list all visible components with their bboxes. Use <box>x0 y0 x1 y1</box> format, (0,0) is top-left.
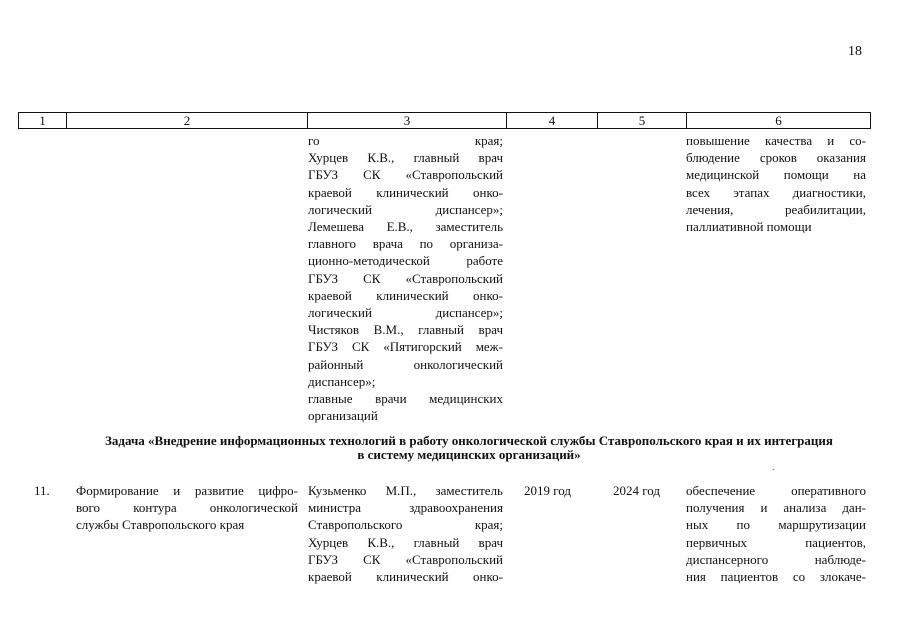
text-line: Формирование и развитие цифро- <box>76 483 298 498</box>
stray-mark: . <box>772 462 775 473</box>
header-cell-6: 6 <box>687 113 871 129</box>
text-line: обеспечение оперативного <box>686 483 866 498</box>
text-line: главные врачи медицинских <box>308 391 503 407</box>
text-line: блюдение сроков оказания <box>686 150 866 166</box>
task-heading-line: в систему медицинских организаций» <box>357 447 581 462</box>
text-line: ГБУЗ СК «Ставропольский <box>308 551 503 567</box>
text-line: Чистяков В.М., главный врач <box>308 322 503 338</box>
text-line: краевой клинический онко- <box>308 184 503 200</box>
text-line: диспансерного наблюде- <box>686 551 866 567</box>
text-line: ния пациентов со злокаче- <box>686 569 866 585</box>
text-line: получения и анализа дан- <box>686 500 866 516</box>
continued-result-cell <box>686 132 866 235</box>
text-line: лечения, реабилитации, <box>686 201 866 217</box>
text-line: Ставропольского края; <box>308 517 503 533</box>
text-line: ГБУЗ СК «Ставропольский <box>308 167 503 183</box>
header-row <box>19 113 871 129</box>
text-line: Лемешева Е.В., заместитель <box>308 219 503 235</box>
text-line: краевой клинический онко- <box>308 569 503 585</box>
text-line: ционно-методической работе <box>308 253 503 269</box>
continued-responsible-cell <box>308 132 503 424</box>
header-cell-4: 4 <box>507 113 598 129</box>
text-line: главного врача по организа- <box>308 236 503 252</box>
text-line: ГБУЗ СК «Пятигорский меж- <box>308 339 503 355</box>
text-line: краевой клинический онко- <box>308 287 503 303</box>
text-line: организаций <box>308 408 378 424</box>
start-year: 2019 год <box>524 483 571 498</box>
text-line: службы Ставропольского края <box>76 517 245 533</box>
header-cell-5: 5 <box>598 113 687 129</box>
text-line: медицинской помощи на <box>686 167 866 183</box>
text-line: ГБУЗ СК «Ставропольский <box>308 270 503 286</box>
result-cell <box>686 482 866 585</box>
text-line: первичных пациентов, <box>686 534 866 550</box>
text-line: диспансер»; <box>308 373 376 389</box>
end-year: 2024 год <box>613 483 660 498</box>
header-cell-1: 1 <box>19 113 67 129</box>
text-line: всех этапах диагностики, <box>686 184 866 200</box>
row-number: 11. <box>34 483 50 498</box>
measure-name-cell <box>76 482 298 534</box>
text-line: паллиативной помощи <box>686 219 812 235</box>
page-number: 18 <box>848 44 862 59</box>
header-cell-2: 2 <box>67 113 308 129</box>
responsible-cell <box>308 482 503 585</box>
text-line: го края; <box>308 133 503 148</box>
text-line: ных по маршрутизации <box>686 517 866 533</box>
text-line: логический диспансер»; <box>308 201 503 217</box>
text-line: министра здравоохранения <box>308 500 503 516</box>
text-line: Хурцев К.В., главный врач <box>308 150 503 166</box>
task-heading <box>70 434 868 462</box>
task-heading-line: Задача «Внедрение информационных технологий в работу онкологической службы Ставропольского края и их интеграция <box>105 433 833 448</box>
text-line: Хурцев К.В., главный врач <box>308 534 503 550</box>
column-number-header <box>18 112 871 129</box>
text-line: повышение качества и со- <box>686 133 866 148</box>
text-line: логический диспансер»; <box>308 305 503 321</box>
text-line: районный онкологический <box>308 356 503 372</box>
header-cell-3: 3 <box>308 113 507 129</box>
text-line: Кузьменко М.П., заместитель <box>308 483 503 498</box>
text-line: вого контура онкологической <box>76 500 298 516</box>
